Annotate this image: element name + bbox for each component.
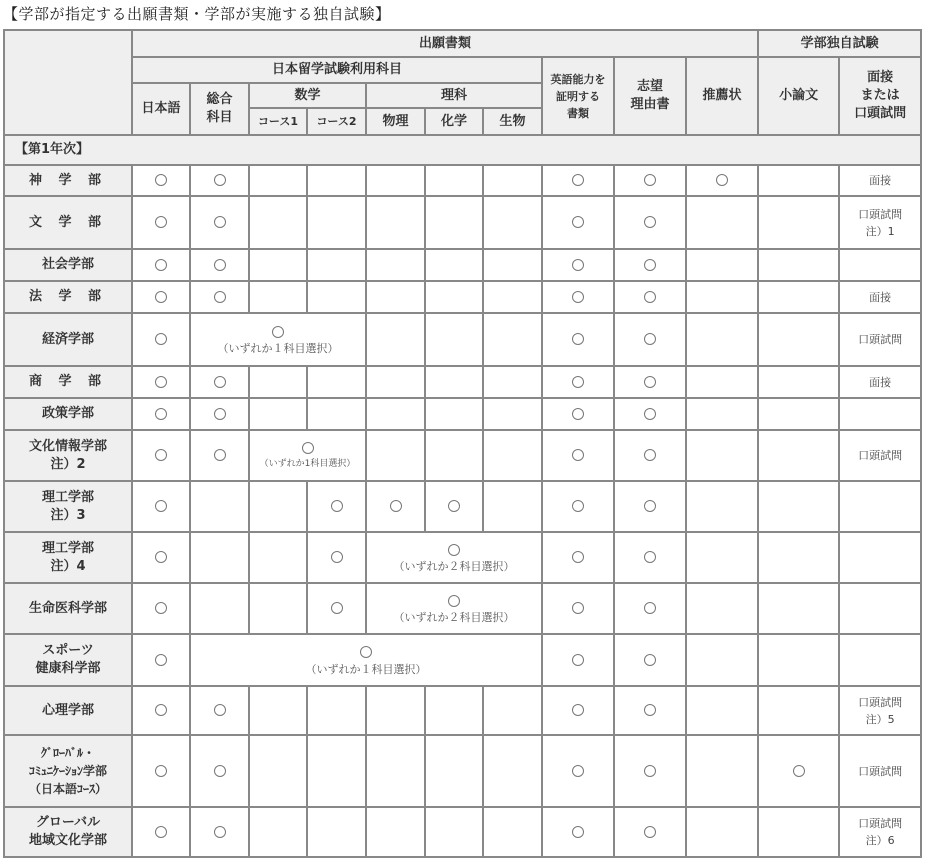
circle-mark xyxy=(644,291,656,303)
table-row xyxy=(4,313,921,366)
exam-type xyxy=(839,196,921,249)
circle-mark xyxy=(214,826,226,838)
circle-mark xyxy=(155,826,167,838)
header-faculty-exam: 学部独自試験 xyxy=(758,30,921,57)
header-essay: 小論文 xyxy=(758,57,839,135)
circle-mark xyxy=(572,765,584,777)
header-english-line3: 書類 xyxy=(567,106,589,120)
header-interview-line1: 面接 xyxy=(867,70,894,85)
exam-type: 口頭試問 xyxy=(839,735,921,807)
choice-cell xyxy=(249,430,366,481)
exam-line: 口頭試問 xyxy=(858,695,903,709)
dept-line: 地域文化学部 xyxy=(28,833,107,848)
exam-type: 面接 xyxy=(839,165,921,196)
circle-mark xyxy=(214,174,226,186)
circle-mark xyxy=(155,408,167,420)
table-row xyxy=(4,398,921,430)
circle-mark xyxy=(155,765,167,777)
choice-cell xyxy=(190,634,542,686)
dept-line: 文化情報学部 xyxy=(28,438,107,454)
dept-line: グローバル xyxy=(35,815,101,830)
circle-mark xyxy=(214,704,226,716)
exam-type: 面接 xyxy=(839,281,921,313)
header-motivation-line2: 理由書 xyxy=(630,97,670,112)
table-row xyxy=(4,686,921,735)
circle-mark xyxy=(572,259,584,271)
circle-mark xyxy=(572,376,584,388)
dept-name: 心理学部 xyxy=(4,686,132,735)
circle-mark xyxy=(155,551,167,563)
table-row xyxy=(4,634,921,686)
table-row xyxy=(4,366,921,398)
exam-type xyxy=(839,807,921,857)
dept-line: 理工学部 xyxy=(41,489,94,505)
circle-mark xyxy=(390,500,402,512)
header-english-line1: 英語能力を xyxy=(550,72,606,86)
exam-line: 口頭試問 xyxy=(858,207,903,221)
dept-name xyxy=(4,807,132,857)
circle-mark xyxy=(214,259,226,271)
circle-mark xyxy=(572,654,584,666)
dept-line: （日本語ｺｰｽ） xyxy=(28,782,107,796)
header-eju-subjects: 日本留学試験利用科目 xyxy=(132,57,542,83)
choice-cell xyxy=(366,583,542,634)
circle-mark xyxy=(155,174,167,186)
header-course1: コース1 xyxy=(249,108,307,135)
header-interview xyxy=(839,57,921,135)
circle-mark xyxy=(572,408,584,420)
circle-mark xyxy=(572,500,584,512)
exam-type xyxy=(839,686,921,735)
circle-mark xyxy=(448,544,460,556)
circle-mark xyxy=(572,291,584,303)
circle-mark xyxy=(331,500,343,512)
header-motivation xyxy=(614,57,686,135)
header-english-proof xyxy=(542,57,614,135)
circle-mark xyxy=(644,826,656,838)
exam-type: 口頭試問 xyxy=(839,430,921,481)
exam-line: 口頭試問 xyxy=(858,817,903,830)
table-row xyxy=(4,735,921,807)
circle-mark xyxy=(155,376,167,388)
choice-cell xyxy=(366,532,542,583)
circle-mark xyxy=(214,291,226,303)
choice-note: （いずれか２科目選択） xyxy=(393,611,515,624)
header-general-subjects xyxy=(190,83,249,135)
circle-mark xyxy=(644,602,656,614)
dept-name xyxy=(4,430,132,481)
dept-line: 健康科学部 xyxy=(35,661,101,676)
header-biology: 生物 xyxy=(483,108,542,135)
header-interview-line3: 口頭試問 xyxy=(854,106,907,121)
dept-line: ｺﾐｭﾆｹｰｼｮﾝ学部 xyxy=(28,764,107,778)
table-row xyxy=(4,165,921,196)
circle-mark xyxy=(572,826,584,838)
choice-cell xyxy=(190,313,366,366)
dept-line: ｸﾞﾛｰﾊﾞﾙ・ xyxy=(40,746,95,760)
header-general-line2: 科目 xyxy=(206,110,233,125)
dept-name xyxy=(4,735,132,807)
exam-note: 注）1 xyxy=(865,224,895,238)
circle-mark xyxy=(644,449,656,461)
dept-note: 注）4 xyxy=(50,558,86,574)
dept-name: 経済学部 xyxy=(4,313,132,366)
dept-name xyxy=(4,532,132,583)
table-row xyxy=(4,281,921,313)
circle-mark xyxy=(155,333,167,345)
circle-mark xyxy=(572,216,584,228)
page-title: 【学部が指定する出願書類・学部が実施する独自試験】 xyxy=(3,5,391,23)
circle-mark xyxy=(214,449,226,461)
exam-note: 注）5 xyxy=(865,712,895,726)
circle-mark xyxy=(716,174,728,186)
circle-mark xyxy=(644,259,656,271)
table-row xyxy=(4,249,921,281)
circle-mark xyxy=(572,174,584,186)
choice-note: （いずれか１科目選択） xyxy=(305,662,427,676)
header-interview-line2: または xyxy=(860,88,900,103)
requirements-table xyxy=(3,29,922,858)
header-documents: 出願書類 xyxy=(132,30,758,57)
circle-mark xyxy=(214,216,226,228)
circle-mark xyxy=(644,704,656,716)
dept-note: 注）3 xyxy=(50,507,86,523)
circle-mark xyxy=(644,500,656,512)
circle-mark xyxy=(155,291,167,303)
table-row xyxy=(4,430,921,481)
corner-cell xyxy=(4,30,132,135)
circle-mark xyxy=(155,216,167,228)
circle-mark xyxy=(572,333,584,345)
circle-mark xyxy=(214,408,226,420)
header-recommendation: 推薦状 xyxy=(686,57,758,135)
circle-mark xyxy=(644,408,656,420)
header-motivation-line1: 志望 xyxy=(636,79,663,94)
dept-name xyxy=(4,481,132,532)
table-row xyxy=(4,481,921,532)
choice-note: （いずれか1科目選択） xyxy=(259,459,356,469)
header-science: 理科 xyxy=(366,83,542,108)
header-japanese: 日本語 xyxy=(132,83,190,135)
header-math: 数学 xyxy=(249,83,366,108)
circle-mark xyxy=(644,765,656,777)
header-general-line1: 総合 xyxy=(206,92,233,107)
circle-mark xyxy=(644,333,656,345)
circle-mark xyxy=(155,654,167,666)
dept-name: 文 学 部 xyxy=(4,196,132,249)
dept-name: 神 学 部 xyxy=(4,165,132,196)
circle-mark xyxy=(331,602,343,614)
circle-mark xyxy=(448,595,460,607)
exam-type: 面接 xyxy=(839,366,921,398)
circle-mark xyxy=(155,704,167,716)
circle-mark xyxy=(644,654,656,666)
dept-name: 商 学 部 xyxy=(4,366,132,398)
exam-note: 注）6 xyxy=(865,834,895,847)
dept-line: スポーツ xyxy=(42,643,94,658)
dept-name: 社会学部 xyxy=(4,249,132,281)
circle-mark xyxy=(155,259,167,271)
dept-name: 政策学部 xyxy=(4,398,132,430)
circle-mark xyxy=(644,551,656,563)
table-row xyxy=(4,196,921,249)
choice-note: （いずれか２科目選択） xyxy=(393,560,515,573)
table-row xyxy=(4,807,921,857)
circle-mark xyxy=(644,174,656,186)
circle-mark xyxy=(644,216,656,228)
circle-mark xyxy=(644,376,656,388)
circle-mark xyxy=(214,765,226,777)
dept-line: 理工学部 xyxy=(41,540,94,556)
circle-mark xyxy=(360,646,372,658)
circle-mark xyxy=(155,602,167,614)
header-physics: 物理 xyxy=(366,108,425,135)
year-label: 【第1年次】 xyxy=(4,135,921,165)
circle-mark xyxy=(572,449,584,461)
dept-name: 生命医科学部 xyxy=(4,583,132,634)
dept-note: 注）2 xyxy=(50,456,86,472)
choice-note: （いずれか１科目選択） xyxy=(217,342,339,355)
circle-mark xyxy=(155,500,167,512)
header-course2: コース2 xyxy=(307,108,366,135)
dept-name: 法 学 部 xyxy=(4,281,132,313)
header-english-line2: 証明する xyxy=(556,89,600,103)
circle-mark xyxy=(302,442,314,454)
circle-mark xyxy=(448,500,460,512)
circle-mark xyxy=(214,376,226,388)
circle-mark xyxy=(572,704,584,716)
header-chemistry: 化学 xyxy=(425,108,483,135)
dept-name xyxy=(4,634,132,686)
table-row xyxy=(4,583,921,634)
table-row xyxy=(4,532,921,583)
circle-mark xyxy=(793,765,805,777)
circle-mark xyxy=(272,326,284,338)
circle-mark xyxy=(331,551,343,563)
circle-mark xyxy=(572,551,584,563)
exam-type: 口頭試問 xyxy=(839,313,921,366)
circle-mark xyxy=(155,449,167,461)
circle-mark xyxy=(572,602,584,614)
